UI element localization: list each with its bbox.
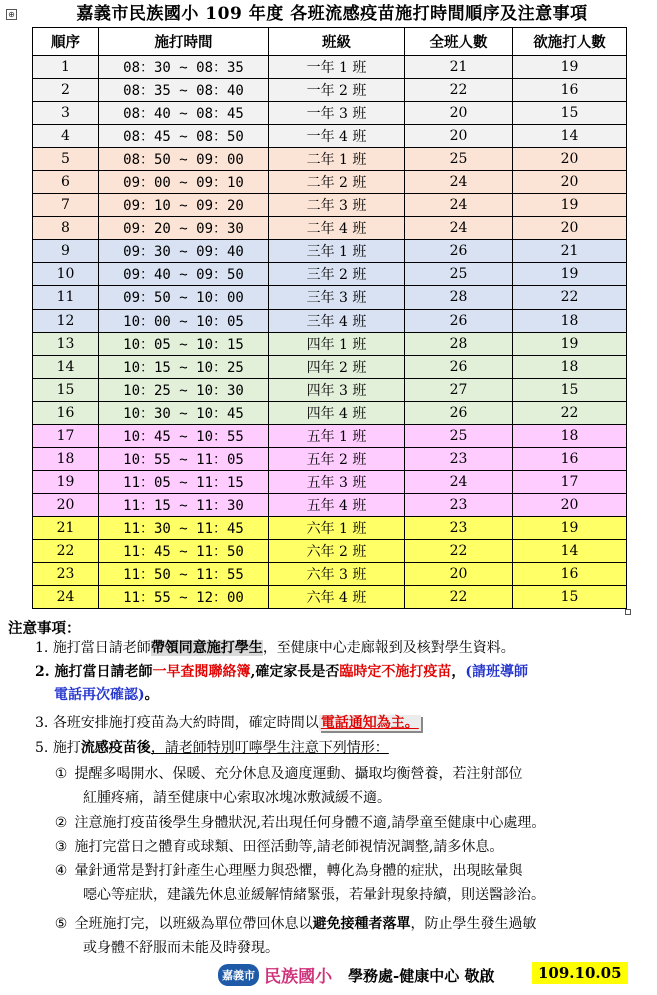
cell-vaccinate: 18 xyxy=(513,309,627,332)
cell-total: 26 xyxy=(405,309,513,332)
table-row xyxy=(33,539,627,562)
subnote-5-text-d: 或身體不舒服而未能及時發現。 xyxy=(83,940,279,956)
subnote-5 xyxy=(52,913,536,935)
cell-time: 09：40 ~ 09：50 xyxy=(99,263,269,286)
subnote-1-cont xyxy=(83,787,391,809)
cell-class: 一年 1 班 xyxy=(269,56,405,79)
note-2-text-c: ,確定家長是否 xyxy=(250,664,340,680)
cell-vaccinate: 19 xyxy=(513,332,627,355)
cell-order: 15 xyxy=(33,378,99,401)
cell-order: 19 xyxy=(33,470,99,493)
note-2-text-h: 。 xyxy=(144,687,159,703)
table-header-row xyxy=(33,28,627,56)
cell-total: 24 xyxy=(405,470,513,493)
cell-class: 三年 3 班 xyxy=(269,286,405,309)
cell-time: 11：50 ~ 11：55 xyxy=(99,563,269,586)
cell-total: 20 xyxy=(405,102,513,125)
cell-class: 五年 2 班 xyxy=(269,447,405,470)
cell-vaccinate: 15 xyxy=(513,102,627,125)
cell-order: 4 xyxy=(33,125,99,148)
cell-total: 28 xyxy=(405,332,513,355)
note-5-text-a: 施打 xyxy=(52,740,81,756)
note-5-bold: 流感疫苗後 xyxy=(80,740,151,756)
subnote-5-cont xyxy=(83,937,279,959)
cell-time: 11：30 ~ 11：45 xyxy=(99,516,269,539)
subnote-4-text-a: 暈針通常是對打針產生心理壓力與恐懼，轉化為身體的症狀，出現眩暈與 xyxy=(74,863,523,879)
note-1-text-a: 施打當日請老師 xyxy=(52,640,151,656)
cell-total: 24 xyxy=(405,194,513,217)
cell-time: 10：00 ~ 10：05 xyxy=(99,309,269,332)
cell-order: 12 xyxy=(33,309,99,332)
cell-vaccinate: 20 xyxy=(513,171,627,194)
cell-vaccinate: 21 xyxy=(513,240,627,263)
subnote-1 xyxy=(52,763,522,785)
cell-class: 五年 1 班 xyxy=(269,424,405,447)
note-2-text-a: 施打當日請老師 xyxy=(54,664,153,680)
cell-total: 25 xyxy=(405,148,513,171)
cell-class: 五年 3 班 xyxy=(269,470,405,493)
note-2 xyxy=(35,661,528,683)
cell-total: 23 xyxy=(405,493,513,516)
subnote-2-text: 注意施打疫苗後學生身體狀況,若出現任何身體不適,請學童至健康中心處理。 xyxy=(74,815,546,831)
table-row xyxy=(33,355,627,378)
table-row xyxy=(33,332,627,355)
cell-order: 1 xyxy=(33,56,99,79)
note-1 xyxy=(35,637,515,659)
subnote-5-text-c: ，防止學生發生過敏 xyxy=(410,916,537,932)
cell-order: 8 xyxy=(33,217,99,240)
cell-class: 一年 3 班 xyxy=(269,102,405,125)
subnote-3-marker: ③ xyxy=(54,839,68,855)
cell-time: 10：30 ~ 10：45 xyxy=(99,401,269,424)
cell-order: 23 xyxy=(33,563,99,586)
cell-time: 11：55 ~ 12：00 xyxy=(99,586,269,609)
table-row xyxy=(33,217,627,240)
cell-class: 一年 4 班 xyxy=(269,125,405,148)
signature: 學務處-健康中心 敬啟 xyxy=(348,967,495,985)
table-row xyxy=(33,171,627,194)
cell-total: 21 xyxy=(405,56,513,79)
table-row xyxy=(33,586,627,609)
school-logo xyxy=(218,962,332,988)
cell-vaccinate: 16 xyxy=(513,79,627,102)
cell-class: 六年 4 班 xyxy=(269,586,405,609)
table-row xyxy=(33,424,627,447)
cell-time: 09：00 ~ 09：10 xyxy=(99,171,269,194)
cell-order: 14 xyxy=(33,355,99,378)
cell-total: 26 xyxy=(405,355,513,378)
subnote-4 xyxy=(52,860,522,882)
subnote-5-text-a: 全班施打完，以班級為單位帶回休息以 xyxy=(74,916,313,932)
cell-order: 21 xyxy=(33,516,99,539)
cell-class: 六年 3 班 xyxy=(269,563,405,586)
cell-vaccinate: 18 xyxy=(513,424,627,447)
cell-time: 08：35 ~ 08：40 xyxy=(99,79,269,102)
cell-class: 六年 1 班 xyxy=(269,516,405,539)
cell-time: 10：55 ~ 11：05 xyxy=(99,447,269,470)
cell-total: 28 xyxy=(405,286,513,309)
cell-time: 08：50 ~ 09：00 xyxy=(99,148,269,171)
cell-order: 9 xyxy=(33,240,99,263)
cell-vaccinate: 22 xyxy=(513,401,627,424)
cell-class: 二年 4 班 xyxy=(269,217,405,240)
table-row xyxy=(33,447,627,470)
cell-vaccinate: 19 xyxy=(513,56,627,79)
cell-vaccinate: 15 xyxy=(513,586,627,609)
cell-total: 20 xyxy=(405,125,513,148)
issue-date: 109.10.05 xyxy=(532,962,628,984)
cell-order: 13 xyxy=(33,332,99,355)
cell-total: 20 xyxy=(405,563,513,586)
table-row xyxy=(33,56,627,79)
cell-vaccinate: 20 xyxy=(513,493,627,516)
cell-vaccinate: 14 xyxy=(513,539,627,562)
column-header-total: 全班人數 xyxy=(405,28,513,56)
table-row xyxy=(33,470,627,493)
subnote-4-text-b: 噁心等症狀，建議先休息並緩解情緒緊張，若暈針現象持續，則送醫診治。 xyxy=(83,887,545,903)
cell-vaccinate: 20 xyxy=(513,148,627,171)
subnote-3-text: 施打完當日之體育或球類、田徑活動等,請老師視情況調整,請多休息。 xyxy=(74,839,504,855)
cell-total: 22 xyxy=(405,539,513,562)
cell-vaccinate: 18 xyxy=(513,355,627,378)
cell-class: 三年 2 班 xyxy=(269,263,405,286)
column-header-time: 施打時間 xyxy=(99,28,269,56)
subnote-1-text-b: 紅腫疼痛，請至健康中心索取冰塊冰敷減緩不適。 xyxy=(83,790,391,806)
note-3 xyxy=(35,712,421,734)
page-title: 嘉義市民族國小 109 年度 各班流感疫苗施打時間順序及注意事項 xyxy=(76,4,588,24)
cell-order: 16 xyxy=(33,401,99,424)
table-row xyxy=(33,493,627,516)
note-2-red-a: 一早查閱聯絡簿 xyxy=(152,664,251,680)
cell-order: 22 xyxy=(33,539,99,562)
subnote-5-marker: ⑤ xyxy=(54,916,68,932)
subnote-1-text-a: 提醒多喝開水、保暖、充分休息及適度運動、攝取均衡營養，若注射部位 xyxy=(74,766,523,782)
cell-time: 10：45 ~ 10：55 xyxy=(99,424,269,447)
cell-order: 7 xyxy=(33,194,99,217)
cell-time: 08：40 ~ 08：45 xyxy=(99,102,269,125)
cell-time: 11：45 ~ 11：50 xyxy=(99,539,269,562)
cell-order: 10 xyxy=(33,263,99,286)
cell-vaccinate: 16 xyxy=(513,447,627,470)
cell-order: 2 xyxy=(33,79,99,102)
cell-class: 二年 2 班 xyxy=(269,171,405,194)
cell-total: 25 xyxy=(405,263,513,286)
cell-time: 11：05 ~ 11：15 xyxy=(99,470,269,493)
note-5-number: 5. xyxy=(35,740,49,756)
note-3-red-emphasis: 電話通知為主。 xyxy=(320,715,419,731)
cell-time: 09：20 ~ 09：30 xyxy=(99,217,269,240)
schedule-table xyxy=(32,27,627,609)
cell-total: 23 xyxy=(405,447,513,470)
cell-class: 一年 2 班 xyxy=(269,79,405,102)
cell-order: 5 xyxy=(33,148,99,171)
cell-vaccinate: 19 xyxy=(513,516,627,539)
cell-total: 22 xyxy=(405,79,513,102)
cell-vaccinate: 14 xyxy=(513,125,627,148)
cell-class: 四年 4 班 xyxy=(269,401,405,424)
cell-class: 六年 2 班 xyxy=(269,539,405,562)
note-3-number: 3. xyxy=(35,715,49,731)
cell-order: 17 xyxy=(33,424,99,447)
table-row xyxy=(33,240,627,263)
note-5 xyxy=(35,737,389,759)
table-move-handle-icon[interactable]: ⊕ xyxy=(6,9,17,20)
logo-city-badge: 嘉義市 xyxy=(218,964,259,986)
cell-class: 四年 2 班 xyxy=(269,355,405,378)
cell-time: 11：15 ~ 11：30 xyxy=(99,493,269,516)
cell-class: 四年 3 班 xyxy=(269,378,405,401)
cell-order: 6 xyxy=(33,171,99,194)
table-resize-handle[interactable] xyxy=(625,609,631,615)
cell-vaccinate: 22 xyxy=(513,286,627,309)
notes-title: 注意事項： xyxy=(8,620,81,637)
cell-order: 24 xyxy=(33,586,99,609)
cell-time: 08：45 ~ 08：50 xyxy=(99,125,269,148)
cell-total: 23 xyxy=(405,516,513,539)
cell-total: 24 xyxy=(405,217,513,240)
cell-time: 09：50 ~ 10：00 xyxy=(99,286,269,309)
table-row xyxy=(33,125,627,148)
note-2-blue-a: (請班導師 xyxy=(465,664,528,680)
subnote-2 xyxy=(52,812,545,834)
note-2-number: 2. xyxy=(35,664,50,680)
schedule-table-body xyxy=(33,56,627,609)
cell-class: 三年 4 班 xyxy=(269,309,405,332)
cell-order: 18 xyxy=(33,447,99,470)
table-row xyxy=(33,378,627,401)
subnote-4-cont xyxy=(83,884,545,906)
cell-class: 二年 3 班 xyxy=(269,194,405,217)
subnote-1-marker: ① xyxy=(54,766,68,782)
note-2-blue-b: 電話再次確認) xyxy=(54,687,145,703)
table-row xyxy=(33,79,627,102)
cell-order: 3 xyxy=(33,102,99,125)
cell-total: 24 xyxy=(405,171,513,194)
cell-class: 三年 1 班 xyxy=(269,240,405,263)
cell-total: 25 xyxy=(405,424,513,447)
table-row xyxy=(33,263,627,286)
cell-vaccinate: 19 xyxy=(513,194,627,217)
cell-vaccinate: 15 xyxy=(513,378,627,401)
table-row xyxy=(33,401,627,424)
table-row xyxy=(33,286,627,309)
note-2-text-e: ， xyxy=(451,664,466,680)
note-3-text-a: 各班安排施打疫苗為大約時間，確定時間以 xyxy=(52,715,319,731)
cell-time: 08：30 ~ 08：35 xyxy=(99,56,269,79)
cell-time: 09：10 ~ 09：20 xyxy=(99,194,269,217)
cell-order: 11 xyxy=(33,286,99,309)
note-1-highlight: 帶領同意施打學生 xyxy=(150,640,263,656)
cell-time: 10：15 ~ 10：25 xyxy=(99,355,269,378)
logo-school-name: 民族國小 xyxy=(264,967,333,987)
cell-total: 26 xyxy=(405,240,513,263)
note-2-red-b: 臨時定不施打疫苗 xyxy=(339,664,452,680)
subnote-3 xyxy=(52,836,503,858)
cell-vaccinate: 16 xyxy=(513,563,627,586)
column-header-class: 班級 xyxy=(269,28,405,56)
subnote-4-marker: ④ xyxy=(54,863,68,879)
cell-vaccinate: 19 xyxy=(513,263,627,286)
cell-total: 22 xyxy=(405,586,513,609)
cell-vaccinate: 20 xyxy=(513,217,627,240)
cell-total: 27 xyxy=(405,378,513,401)
cell-time: 09：30 ~ 09：40 xyxy=(99,240,269,263)
cell-time: 10：05 ~ 10：15 xyxy=(99,332,269,355)
table-row xyxy=(33,102,627,125)
subnote-2-marker: ② xyxy=(54,815,68,831)
note-1-text-c: ，至健康中心走廊報到及核對學生資料。 xyxy=(262,640,515,656)
note-2-cont xyxy=(54,684,159,706)
table-row xyxy=(33,309,627,332)
cell-time: 10：25 ~ 10：30 xyxy=(99,378,269,401)
cell-vaccinate: 17 xyxy=(513,470,627,493)
note-1-number: 1. xyxy=(35,640,49,656)
subnote-5-bold: 避免接種者落單 xyxy=(312,916,411,932)
cell-class: 四年 1 班 xyxy=(269,332,405,355)
cell-order: 20 xyxy=(33,493,99,516)
column-header-vaccinate: 欲施打人數 xyxy=(513,28,627,56)
cell-class: 五年 4 班 xyxy=(269,493,405,516)
table-row xyxy=(33,194,627,217)
cell-class: 二年 1 班 xyxy=(269,148,405,171)
table-row xyxy=(33,148,627,171)
cell-total: 26 xyxy=(405,401,513,424)
table-row xyxy=(33,563,627,586)
table-row xyxy=(33,516,627,539)
column-header-order: 順序 xyxy=(33,28,99,56)
note-5-underlined: ，請老師特別叮嚀學生注意下列情形： xyxy=(150,740,389,756)
